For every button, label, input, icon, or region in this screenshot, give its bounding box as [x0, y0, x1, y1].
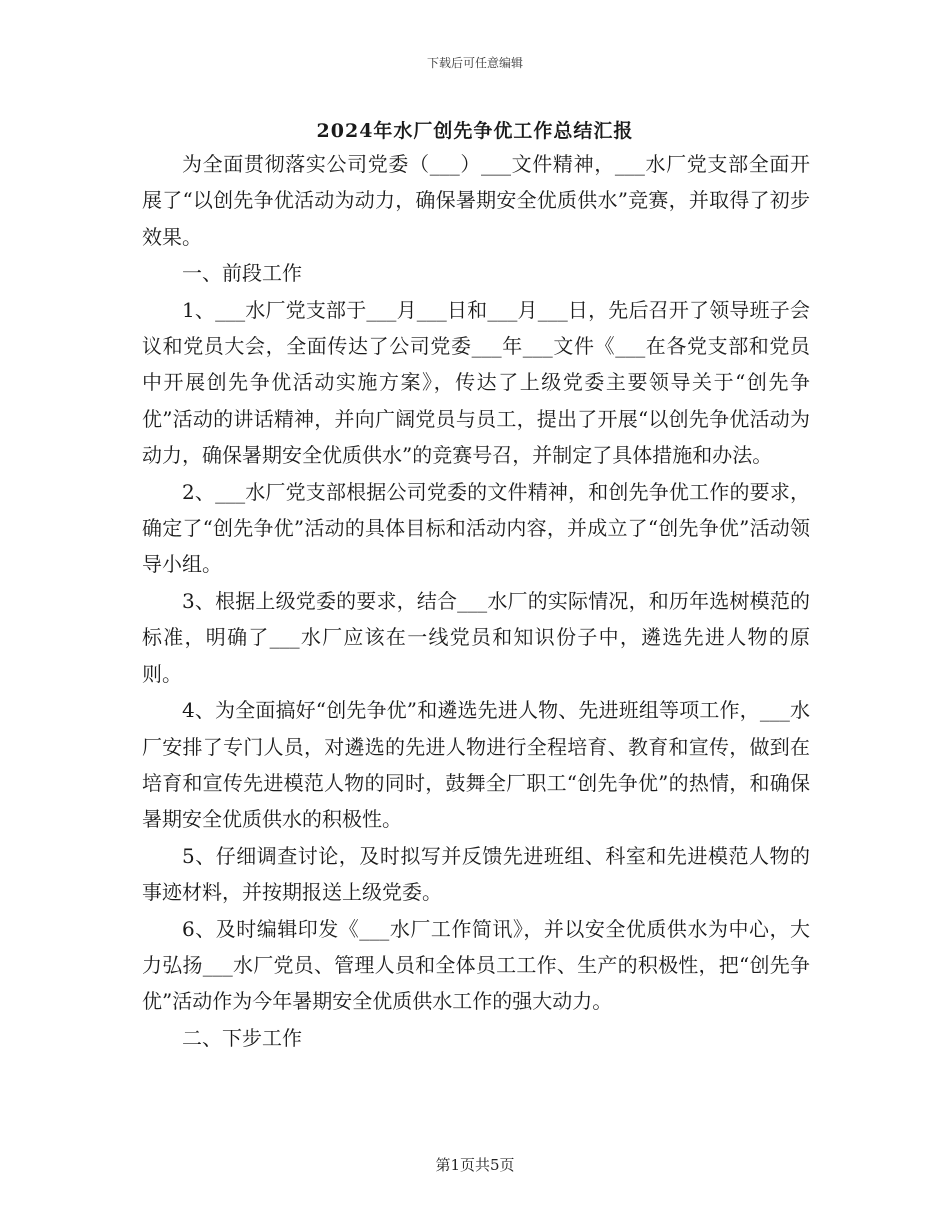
document-title: 2024年水厂创先争优工作总结汇报: [316, 120, 634, 142]
header-note: 下载后可任意编辑: [426, 56, 523, 70]
section-heading-1: 一、前段工作: [182, 261, 302, 286]
paragraph-item-5: 5、仔细调查讨论，及时拟写并反馈先进班组、科室和先进模范人物的事迹材料，并按期报送上级党委。: [142, 843, 810, 905]
section-heading-2: 二、下步工作: [182, 1025, 302, 1050]
paragraph-item-1: 1、___水厂党支部于___月___日和___月___日，先后召开了领导班子会议和党员大会，全面传达了公司党委___年___文件《___在各党支部和党员中开展创先争优活动实施方案》，传达了上级党委主要领导关于“创先争优”活动的讲话精神，并向广阔党员与员工，提出了开展“以创先争优活动为动力，确保暑期安全优质供水”的竞赛号召，并制定了具体措施和办法。: [142, 297, 810, 468]
paragraph-item-3: 3、根据上级党委的要求，结合___水厂的实际情况，和历年选树模范的标准，明确了___水厂应该在一线党员和知识份子中，遴选先进人物的原则。: [142, 588, 810, 686]
paragraph-intro: 为全面贯彻落实公司党委（___）___文件精神，___水厂党支部全面开展了“以创先争优活动为动力，确保暑期安全优质供水”竞赛，并取得了初步效果。: [142, 152, 810, 249]
paragraph-item-4: 4、为全面搞好“创先争优”和遴选先进人物、先进班组等项工作，___水厂安排了专门人员，对遴选的先进人物进行全程培育、教育和宣传，做到在培育和宣传先进模范人物的同时，鼓舞全厂职工“创先争优”的热情，和确保暑期安全优质供水的积极性。: [142, 698, 810, 832]
page-number: 第1页共5页: [435, 1156, 515, 1174]
paragraph-item-2: 2、___水厂党支部根据公司党委的文件精神，和创先争优工作的要求，确定了“创先争优”活动的具体目标和活动内容，并成立了“创先争优”活动领导小组。: [142, 479, 810, 577]
document-body: [142, 146, 810, 1056]
paragraph-item-6: 6、及时编辑印发《___水厂工作简讯》，并以安全优质供水为中心，大力弘扬___水厂党员、管理人员和全体员工工作、生产的积极性，把“创先争优”活动作为今年暑期安全优质供水工作的强大动力。: [142, 916, 810, 1014]
